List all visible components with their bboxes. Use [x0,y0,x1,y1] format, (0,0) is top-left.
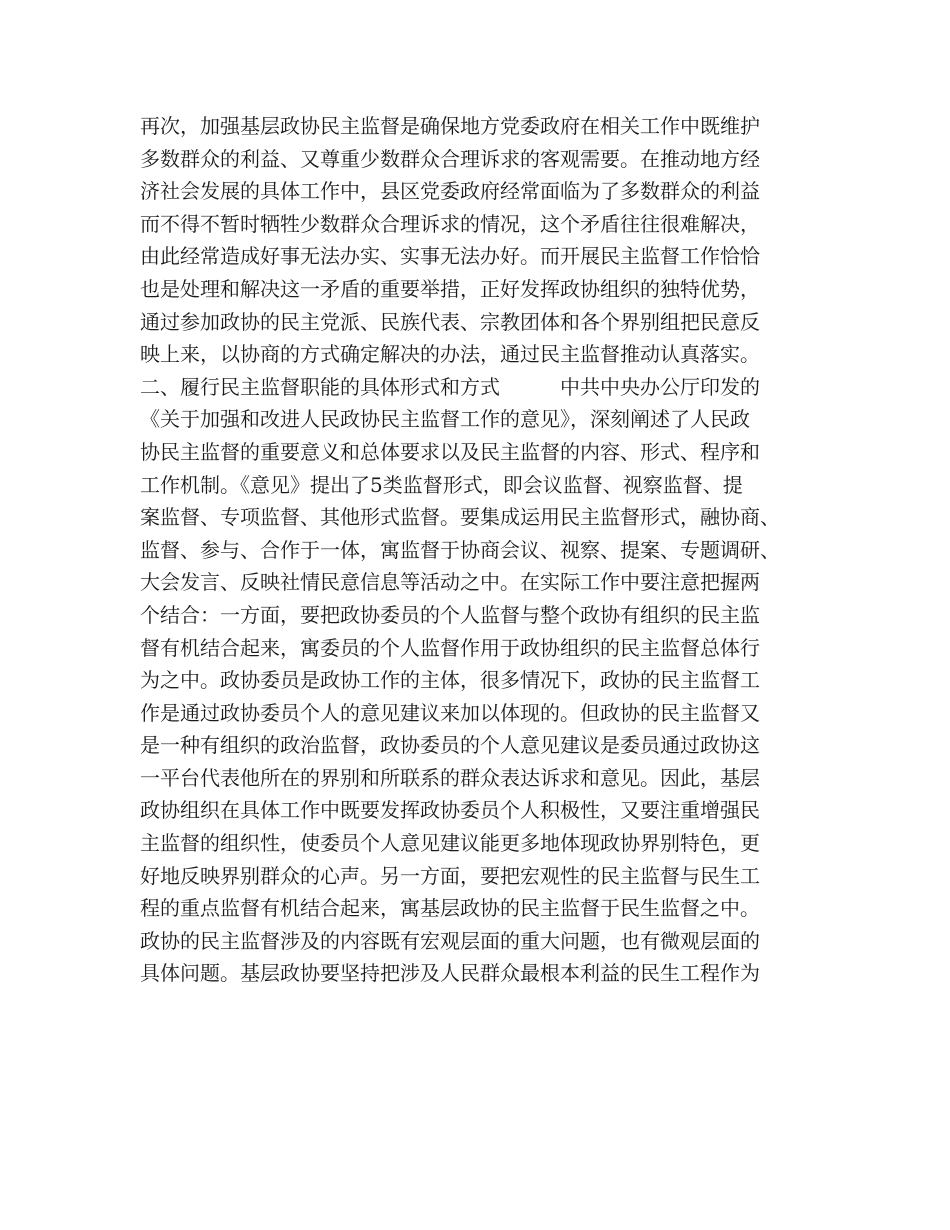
text-line: 再次，加强基层政协民主监督是确保地方党委政府在相关工作中既维护 [140,114,760,138]
text-line: 具体问题。基层政协要坚持把涉及人民群众最根本利益的民生工程作为 [140,961,760,986]
text-line: 是一种有组织的政治监督，政协委员的个人意见建议是委员通过政协这 [140,733,760,758]
text-line: 为之中。政协委员是政协工作的主体，很多情况下，政协的民主监督工 [140,668,760,693]
text-line: 映上来，以协商的方式确定解决的办法，通过民主监督推动认真落实。 [140,342,760,367]
body-text [140,110,830,990]
section-heading-line [140,371,830,404]
text-line: 政协组织在具体工作中既要发挥政协委员个人积极性，又要注重增强民 [140,798,760,823]
text-line: 《关于加强和改进人民政协民主监督工作的意见》，深刻阐述了人民政 [140,407,750,432]
text-line: 主监督的组织性，使委员个人意见建议能更多地体现政协界别特色，更 [140,831,760,856]
text-line: 工作机制。《意见》提出了5类监督形式，即会议监督、视察监督、提 [140,472,743,497]
text-line: 一平台代表他所在的界别和所联系的群众表达诉求和意见。因此，基层 [140,765,760,790]
text-line: 作是通过政协委员个人的意见建议来加以体现的。但政协的民主监督又 [140,700,760,725]
text-line: 程的重点监督有机结合起来，寓基层政协的民主监督于民生监督之中。 [140,896,760,921]
text-line: 政协的民主监督涉及的内容既有宏观层面的重大问题，也有微观层面的 [140,928,760,953]
text-line: 济社会发展的具体工作中，县区党委政府经常面临为了多数群众的利益 [140,179,760,204]
text-line: 通过参加政协的民主党派、民族代表、宗教团体和各个界别组把民意反 [140,309,760,334]
section-heading: 二、履行民主监督职能的具体形式和方式 [140,374,500,399]
text-line: 而不得不暂时牺牲少数群众合理诉求的情况，这个矛盾往往很难解决， [140,211,760,236]
section-heading-continuation: 中共中央办公厅印发的 [560,374,760,399]
text-line: 大会发言、反映社情民意信息等活动之中。在实际工作中要注意把握两 [140,570,760,595]
text-line: 也是处理和解决这一矛盾的重要举措，正好发挥政协组织的独特优势， [140,276,760,301]
text-line: 监督、参与、合作于一体，寓监督于协商会议、视察、提案、专题调研、 [140,537,780,562]
text-line: 由此经常造成好事无法办实、实事无法办好。而开展民主监督工作恰恰 [140,244,760,269]
text-line: 好地反映界别群众的心声。另一方面，要把宏观性的民主监督与民生工 [140,863,760,888]
text-line: 协民主监督的重要意义和总体要求以及民主监督的内容、形式、程序和 [140,439,760,464]
text-line: 督有机结合起来，寓委员的个人监督作用于政协组织的民主监督总体行 [140,635,760,660]
text-line: 个结合：一方面，要把政协委员的个人监督与整个政协有组织的民主监 [140,602,760,627]
text-line: 多数群众的利益、又尊重少数群众合理诉求的客观需要。在推动地方经 [140,146,760,171]
text-line: 案监督、专项监督、其他形式监督。要集成运用民主监督形式，融协商、 [140,505,780,530]
